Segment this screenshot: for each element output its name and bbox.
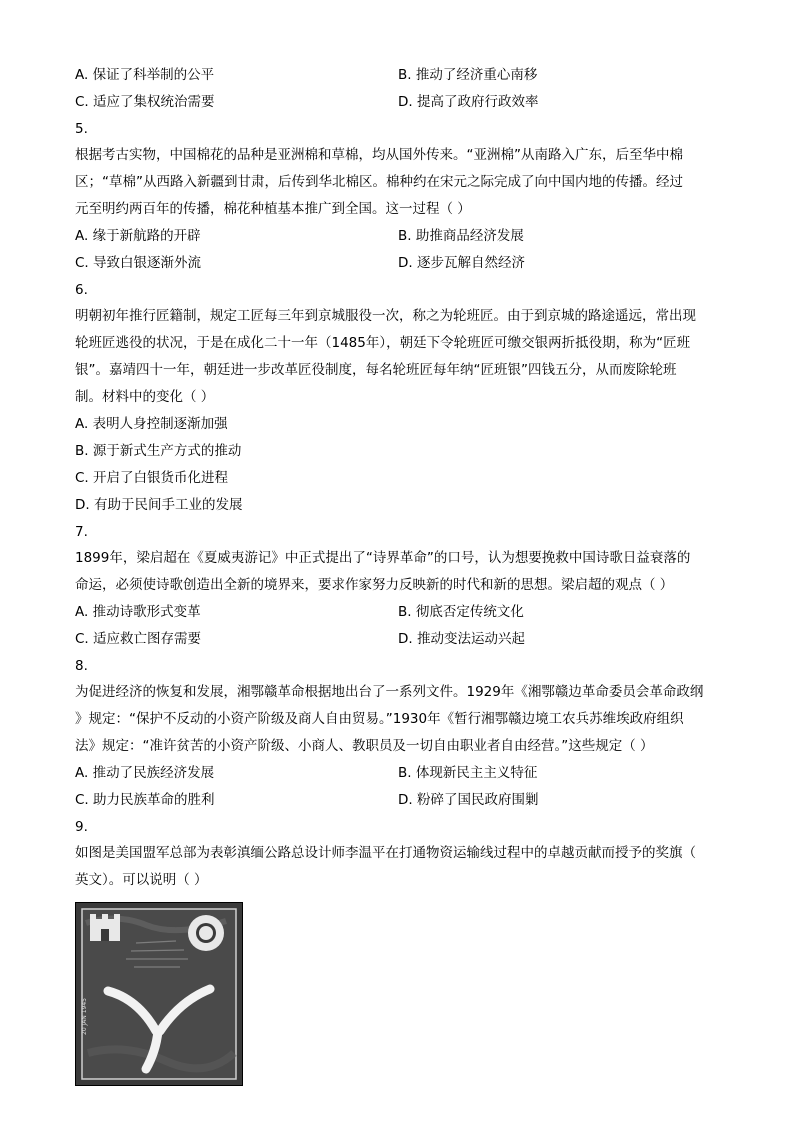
award-banner-drawing <box>76 903 242 1085</box>
q7-option-a[interactable]: A. 推动诗歌形式变革 <box>75 604 201 620</box>
sun-emblem-icon <box>188 915 224 951</box>
q5-option-c[interactable]: C. 导致白银逐渐外流 <box>75 255 202 271</box>
q8-stem-line-3: 法》规定：“准许贫苦的小资产阶级、小商人、教职员及一切自由职业者自由经营。”这些规定（ ） <box>75 738 654 754</box>
q5-stem-line-1: 根据考古实物，中国棉花的品种是亚洲棉和草棉，均从国外传来。“亚洲棉”从南路入广东，后至华中棉 <box>75 147 683 163</box>
q6-option-a[interactable]: A. 表明人身控制逐渐加强 <box>75 416 228 432</box>
q5-number: 5. <box>75 121 88 137</box>
date-stamp: 20 JAN 1945 <box>81 998 88 1035</box>
q5-stem-line-3: 元至明约两百年的传播，棉花种植基本推广到全国。这一过程（ ） <box>75 201 471 217</box>
q8-options-row-2 <box>75 787 725 814</box>
q8-option-c[interactable]: C. 助力民族革命的胜利 <box>75 792 215 808</box>
q6-option-c[interactable]: C. 开启了白银货币化进程 <box>75 470 229 486</box>
q8-option-d[interactable]: D. 粉碎了国民政府围剿 <box>398 792 539 808</box>
q8-option-a[interactable]: A. 推动了民族经济发展 <box>75 765 215 781</box>
q6-stem-line-1: 明朝初年推行匠籍制，规定工匠每三年到京城服役一次，称之为轮班匠。由于到京城的路途遥远，常出现 <box>75 308 696 324</box>
q8-stem-line-1: 为促进经济的恢复和发展，湘鄂赣革命根据地出台了一系列文件。1929年《湘鄂赣边革命委员会革命政纲 <box>75 684 704 700</box>
q7-number: 7. <box>75 524 88 540</box>
q4-option-d[interactable]: D. 提高了政府行政效率 <box>398 94 539 110</box>
q4-options-row-1 <box>75 62 725 89</box>
q5-option-b[interactable]: B. 助推商品经济发展 <box>398 228 524 244</box>
q9-number: 9. <box>75 819 88 835</box>
q4-option-c[interactable]: C. 适应了集权统治需要 <box>75 94 215 110</box>
q5-stem-line-2: 区；“草棉”从西路入新疆到甘肃，后传到华北棉区。棉种约在宋元之际完成了向中国内地的传播。经过 <box>75 174 683 190</box>
q9-stem-line-2: 英文）。可以说明（ ） <box>75 872 208 888</box>
q7-options-row-1 <box>75 599 725 626</box>
q5-option-d[interactable]: D. 逐步瓦解自然经济 <box>398 255 525 271</box>
q5-option-a[interactable]: A. 缘于新航路的开辟 <box>75 228 201 244</box>
q4-option-a[interactable]: A. 保证了科举制的公平 <box>75 67 215 83</box>
q7-option-c[interactable]: C. 适应救亡图存需要 <box>75 631 202 647</box>
q7-stem-line-2: 命运，必须使诗歌创造出全新的境界来，要求作家努力反映新的时代和新的思想。梁启超的观点（ ） <box>75 577 674 593</box>
q4-option-b[interactable]: B. 推动了经济重心南移 <box>398 67 538 83</box>
q5-options-row-1 <box>75 223 725 250</box>
q7-options-row-2 <box>75 626 725 653</box>
q6-option-d[interactable]: D. 有助于民间手工业的发展 <box>75 497 243 513</box>
q8-stem-line-2: 》规定：“保护不反动的小资产阶级及商人自由贸易。”1930年《暂行湘鄂赣边境工农兵苏维埃政府组织 <box>75 711 684 727</box>
q8-options-row-1 <box>75 760 725 787</box>
q6-stem-line-4: 制。材料中的变化（ ） <box>75 389 215 405</box>
q7-stem-line-1: 1899年，梁启超在《夏威夷游记》中正式提出了“诗界革命”的口号，认为想要挽救中国诗歌日益衰落的 <box>75 550 691 566</box>
exam-page <box>75 62 725 1086</box>
q8-number: 8. <box>75 658 88 674</box>
q8-option-b[interactable]: B. 体现新民主主义特征 <box>398 765 538 781</box>
q6-option-b[interactable]: B. 源于新式生产方式的推动 <box>75 443 242 459</box>
q4-options-row-2 <box>75 89 725 116</box>
q6-number: 6. <box>75 282 88 298</box>
q5-options-row-2 <box>75 250 725 277</box>
q6-stem-line-2: 轮班匠逃役的状况，于是在成化二十一年（1485年），朝廷下令轮班匠可缴交银两折抵役期，称为“匠班 <box>75 335 691 351</box>
castle-emblem-icon <box>90 914 120 941</box>
q7-option-d[interactable]: D. 推动变法运动兴起 <box>398 631 525 647</box>
q7-option-b[interactable]: B. 彻底否定传统文化 <box>398 604 524 620</box>
award-banner-image <box>75 902 243 1086</box>
q9-stem-line-1: 如图是美国盟军总部为表彰滇缅公路总设计师李温平在打通物资运输线过程中的卓越贡献而授予的奖旗（ <box>75 845 696 861</box>
q6-stem-line-3: 银”。嘉靖四十一年，朝廷进一步改革匠役制度，每名轮班匠每年纳“匠班银”四钱五分，从而废除轮班 <box>75 362 677 378</box>
